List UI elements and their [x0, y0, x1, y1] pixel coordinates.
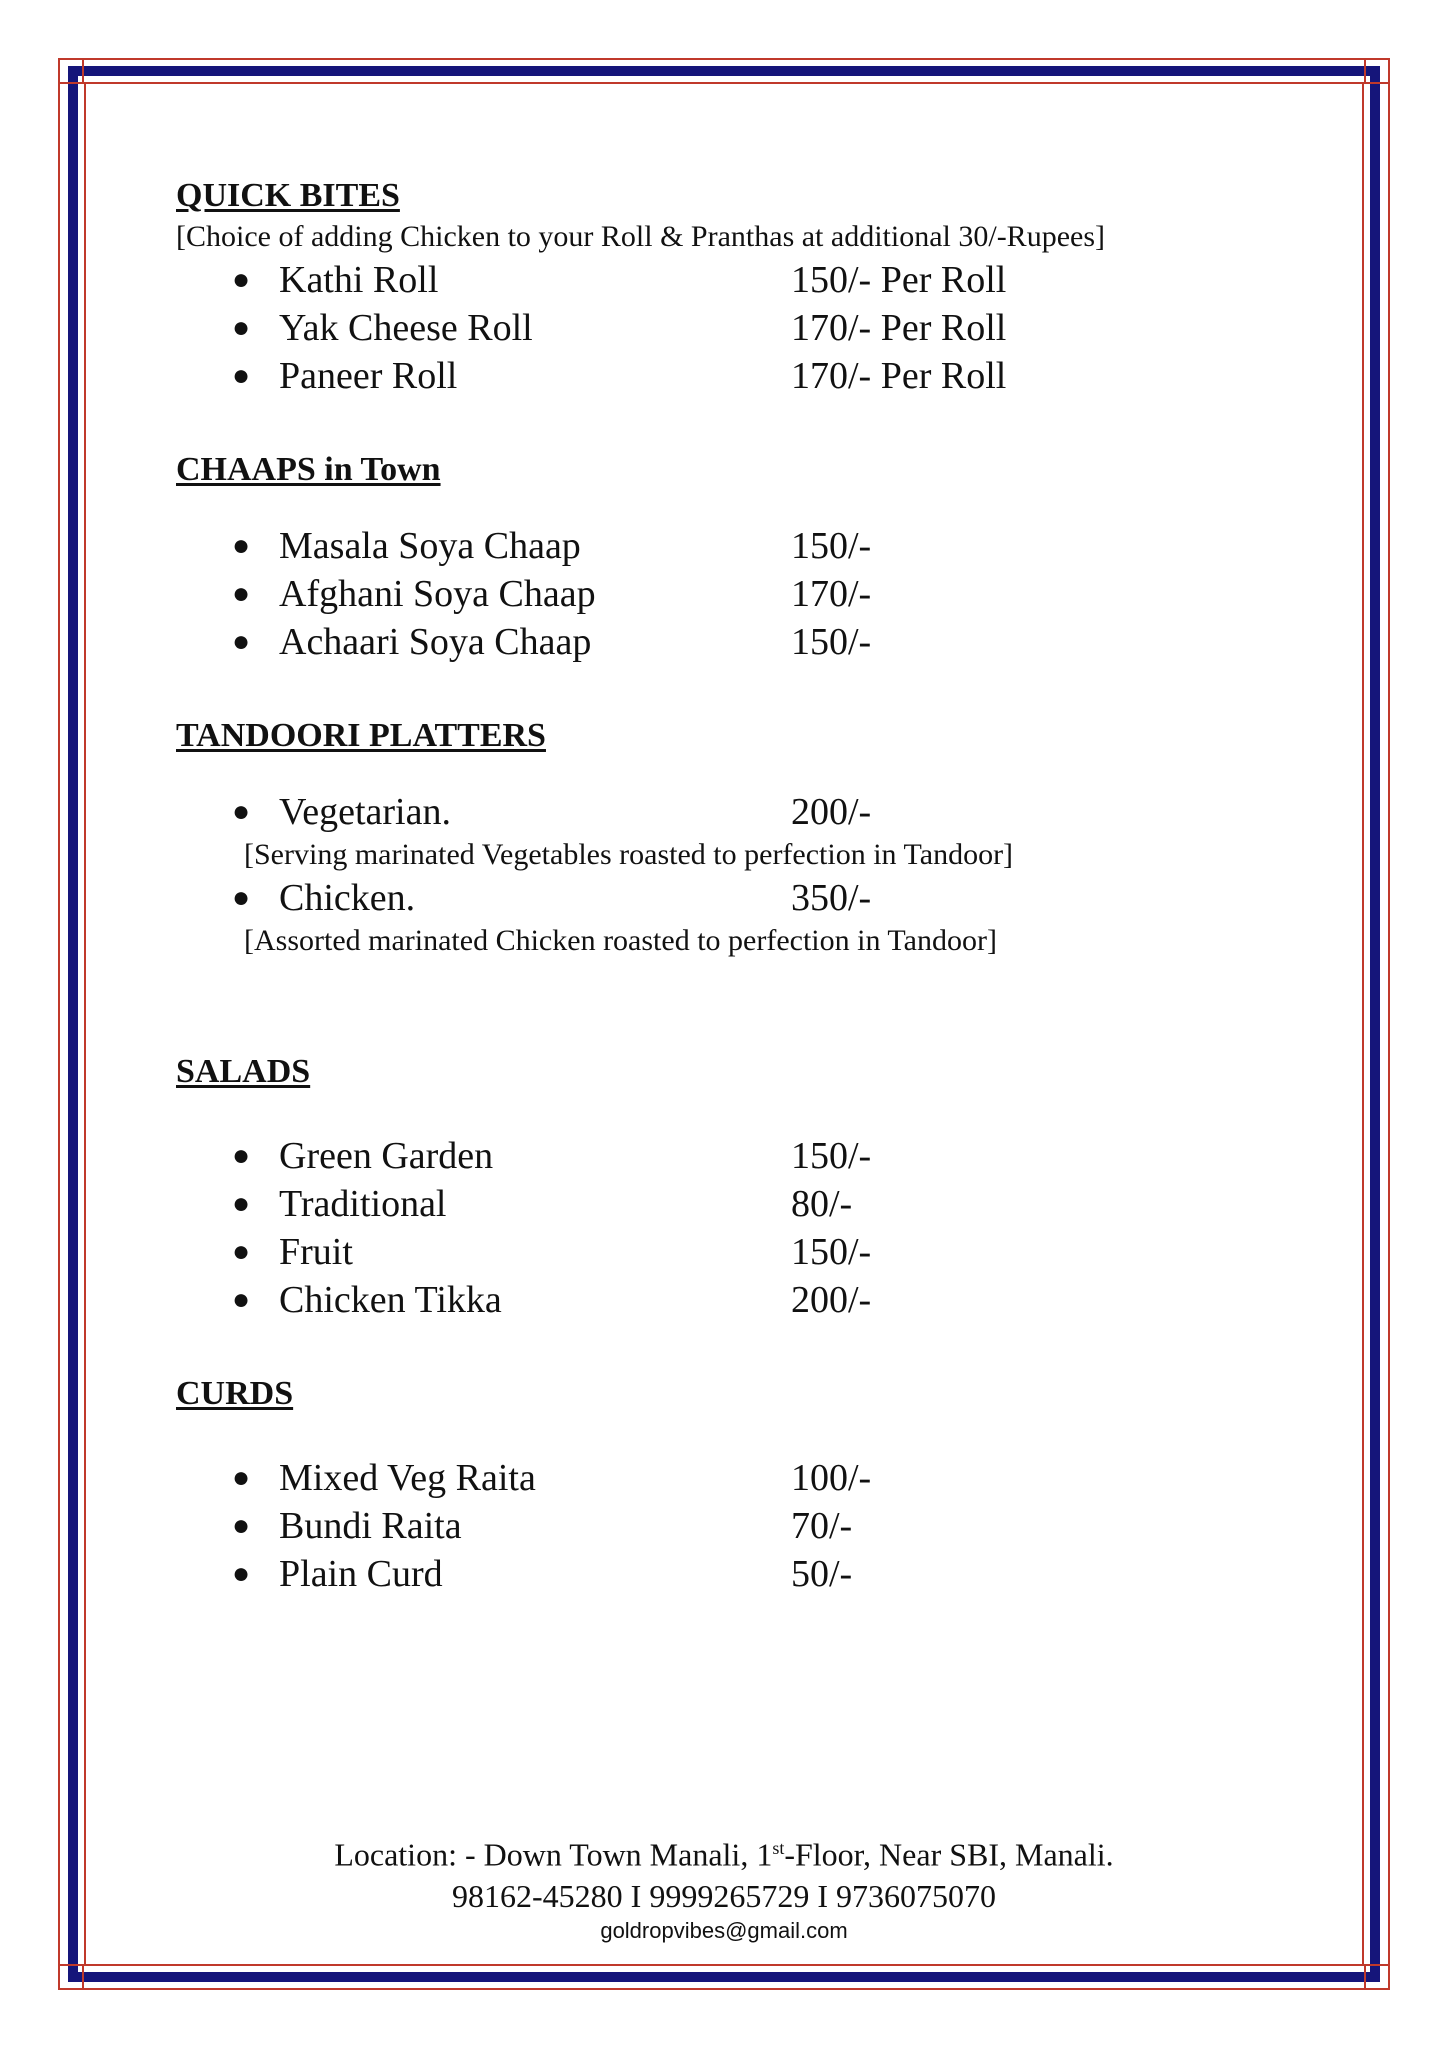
corner-ornament	[58, 1964, 84, 1990]
menu-item	[176, 1228, 1276, 1276]
menu-content	[176, 174, 1276, 1598]
bullet-icon: ●	[232, 1187, 251, 1220]
item-price: 200/-	[791, 791, 872, 833]
corner-ornament	[1364, 58, 1390, 84]
phone-numbers: 98162-45280 I 9999265729 I 9736075070	[452, 1877, 996, 1914]
bullet-icon: ●	[232, 1461, 251, 1494]
item-name: Achaari Soya Chaap	[279, 621, 592, 663]
item-name: Bundi Raita	[279, 1505, 462, 1547]
menu-item	[176, 1502, 1276, 1550]
corner-ornament	[1364, 1964, 1390, 1990]
item-list	[176, 1454, 1276, 1598]
item-name: Vegetarian.	[279, 791, 451, 833]
section-heading: QUICK BITES	[176, 177, 400, 214]
bullet-icon: ●	[232, 359, 251, 392]
item-name: Chicken.	[279, 877, 416, 919]
bullet-icon: ●	[232, 529, 251, 562]
item-name: Green Garden	[279, 1135, 494, 1177]
section-curds	[176, 1372, 1276, 1598]
menu-item	[176, 618, 1276, 666]
bullet-icon: ●	[232, 795, 251, 828]
menu-item	[176, 570, 1276, 618]
menu-item	[176, 1550, 1276, 1598]
section-chaaps	[176, 448, 1276, 666]
bullet-icon: ●	[232, 881, 251, 914]
item-price: 350/-	[791, 877, 872, 919]
item-price: 170/-	[791, 573, 872, 615]
menu-item	[176, 874, 1276, 922]
item-price: 150/-	[791, 525, 872, 567]
menu-item	[176, 256, 1276, 304]
item-price: 150/-	[791, 621, 872, 663]
bullet-icon: ●	[232, 1235, 251, 1268]
item-price: 150/-	[791, 1231, 872, 1273]
item-name: Plain Curd	[279, 1553, 443, 1595]
menu-item	[176, 1454, 1276, 1502]
item-price: 170/- Per Roll	[791, 307, 1007, 349]
item-name: Mixed Veg Raita	[279, 1457, 536, 1499]
section-heading: CHAAPS in Town	[176, 451, 441, 488]
corner-ornament	[58, 58, 84, 84]
item-list	[176, 788, 1276, 836]
section-quick-bites	[176, 174, 1276, 400]
item-name: Masala Soya Chaap	[279, 525, 581, 567]
item-name: Traditional	[279, 1183, 447, 1225]
bullet-icon: ●	[232, 1283, 251, 1316]
section-note: [Choice of adding Chicken to your Roll & Pranthas at additional 30/-Rupees]	[176, 220, 1105, 253]
bullet-icon: ●	[232, 263, 251, 296]
location-suffix: -Floor, Near SBI, Manali.	[784, 1836, 1114, 1873]
menu-item	[176, 1180, 1276, 1228]
item-name: Yak Cheese Roll	[279, 307, 533, 349]
menu-item	[176, 1132, 1276, 1180]
item-name: Chicken Tikka	[279, 1279, 502, 1321]
item-price: 50/-	[791, 1553, 853, 1595]
item-price: 150/-	[791, 1135, 872, 1177]
item-list	[176, 522, 1276, 666]
item-price: 150/- Per Roll	[791, 259, 1007, 301]
bullet-icon: ●	[232, 1509, 251, 1542]
location-prefix: Location: - Down Town Manali, 1	[334, 1836, 773, 1873]
section-heading: CURDS	[176, 1375, 294, 1412]
item-price: 80/-	[791, 1183, 853, 1225]
section-salads	[176, 1050, 1276, 1324]
footer	[0, 1827, 1448, 1946]
item-price: 100/-	[791, 1457, 872, 1499]
item-description: [Assorted marinated Chicken roasted to perfection in Tandoor]	[244, 924, 997, 957]
bullet-icon: ●	[232, 577, 251, 610]
section-heading: SALADS	[176, 1053, 311, 1090]
item-name: Paneer Roll	[279, 355, 458, 397]
bullet-icon: ●	[232, 1139, 251, 1172]
item-list	[176, 256, 1276, 400]
bullet-icon: ●	[232, 625, 251, 658]
item-name: Afghani Soya Chaap	[279, 573, 596, 615]
item-list	[176, 874, 1276, 922]
menu-item	[176, 1276, 1276, 1324]
item-list	[176, 1132, 1276, 1324]
location-line	[0, 1827, 1448, 1876]
item-price: 170/- Per Roll	[791, 355, 1007, 397]
menu-item	[176, 522, 1276, 570]
email-address: goldropvibes@gmail.com	[600, 1917, 848, 1943]
item-price: 200/-	[791, 1279, 872, 1321]
menu-item	[176, 352, 1276, 400]
location-superscript: st	[772, 1838, 785, 1858]
bullet-icon: ●	[232, 1557, 251, 1590]
section-heading: TANDOORI PLATTERS	[176, 717, 546, 754]
item-description: [Serving marinated Vegetables roasted to perfection in Tandoor]	[244, 838, 1014, 871]
menu-item	[176, 304, 1276, 352]
menu-item	[176, 788, 1276, 836]
section-tandoori-platters	[176, 714, 1276, 960]
item-name: Kathi Roll	[279, 259, 439, 301]
bullet-icon: ●	[232, 311, 251, 344]
item-name: Fruit	[279, 1231, 353, 1273]
item-price: 70/-	[791, 1505, 853, 1547]
